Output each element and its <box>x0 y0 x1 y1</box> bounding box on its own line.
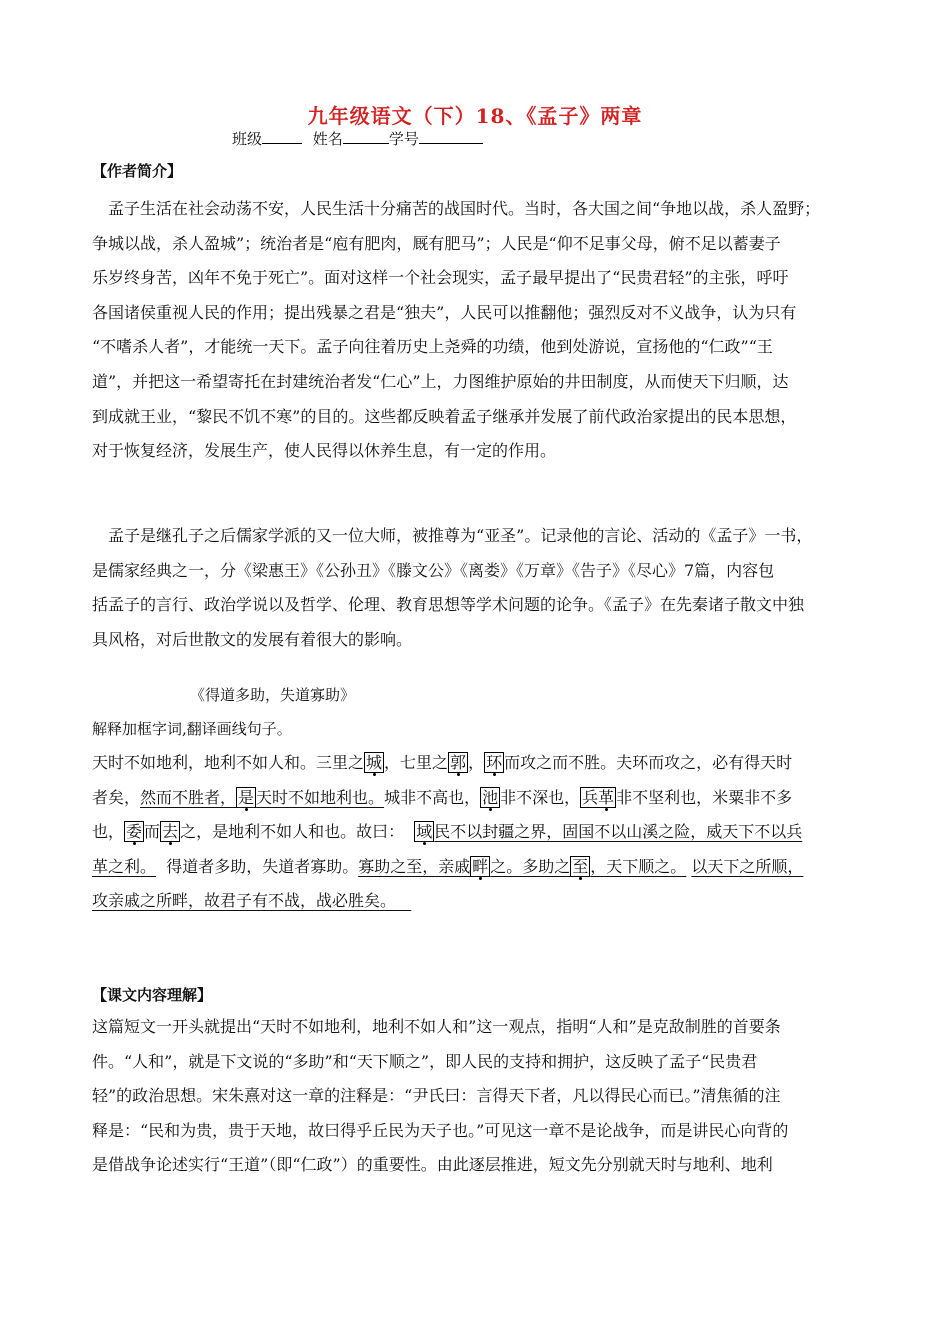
classical-text-line-4: 革之利。 得道者多助，失道者寡助。寡助之至，亲戚 畔 之。多助之 至 ，天下顺之。 以天下之所顺， <box>92 856 804 876</box>
student-info-line <box>232 128 483 149</box>
paragraph-line: 孟子生活在社会动荡不安，人民生活十分痛苦的战国时代。当时，各大国之间“争地以战，杀人盈野； <box>108 199 821 218</box>
paragraph-line: 是儒家经典之一，分《梁惠王》《公孙丑》《滕文公》《离娄》《万章》《告子》《尽心》7篇，内容包 <box>92 560 775 580</box>
author-paragraph-1 <box>92 192 862 469</box>
classical-text <box>92 746 862 919</box>
paragraph-line: 件。“人和”，就是下文说的“多助”和“天下顺之”，即人民的支持和拥护，这反映了孟子“民贵君 <box>92 1051 758 1071</box>
underlined-sentence: 革之利。 <box>92 856 157 876</box>
paragraph-line: 轻”的政治思想。宋朱熹对这一章的注释是：“尹氏曰：言得天下者，凡以得民心而已。”清焦循的注 <box>92 1086 781 1106</box>
page-title: 九年级语文（下）18、《孟子》两章 <box>307 104 643 128</box>
classical-text-line-2: 者矣，然而不胜者， 是 天时不如地利也。城非不高也， 池 非不深也， 兵革 非不坚利也，米粟非不多 <box>92 787 793 807</box>
paragraph-line: 孟子是继孔子之后儒家学派的又一位大师，被推尊为“亚圣”。记录他的言论、活动的《孟子》一书， <box>108 526 813 545</box>
class-label: 班级 <box>232 130 263 148</box>
paragraph-line: 道”，并把这一希望寄托在封建统治者发“仁心”上，力图维护原始的井田制度，从而使天下归顺，达 <box>92 371 789 391</box>
understanding-paragraph <box>92 1010 862 1183</box>
boxed-word: 环 <box>486 753 503 772</box>
boxed-word: 池 <box>482 787 499 807</box>
name-label: 姓名 <box>312 130 343 148</box>
paragraph-line: 争城以战，杀人盈城”；统治者是“庖有肥肉，厩有肥马”；人民是“仰不足事父母，俯不足以蓄妻子 <box>92 233 781 253</box>
paragraph-line: 到成就王业，“黎民不饥不寒”的目的。这些都反映着孟子继承并发展了前代政治家提出的民本思想， <box>92 406 797 426</box>
author-paragraph-2 <box>92 519 862 657</box>
classical-text-line-3: 也， 委 而 去 之，是地利不如人和也。故曰： 域 民不以封疆之界，固国不以山溪之险，威天下不以兵 <box>92 822 803 842</box>
boxed-word: 城 <box>366 753 383 772</box>
understanding-heading: 【课文内容理解】 <box>92 986 213 1004</box>
number-label: 学号 <box>388 130 419 148</box>
paragraph-line: “不嗜杀人者”，才能统一天下。孟子向往着历史上尧舜的功绩，他到处游说，宣扬他的“仁政”“王 <box>92 337 773 357</box>
paragraph-line: 各国诸侯重视人民的作用；提出残暴之君是“独夫”，人民可以推翻他；强烈反对不义战争，认为只有 <box>92 302 797 322</box>
boxed-word: 畔 <box>472 856 489 876</box>
exercise-instruction: 解释加框字词,翻译画线句子。 <box>92 720 292 738</box>
paragraph-line: 具风格，对后世散文的发展有着很大的影响。 <box>92 629 413 649</box>
underlined-sentence: 寡助之至，亲戚 畔 之。多助之 至 ，天下顺之。 <box>358 856 687 876</box>
boxed-word: 是 <box>238 787 255 807</box>
text-subtitle: 《得道多助，失道寡助》 <box>190 686 356 704</box>
paragraph-line: 括孟子的言行、政治学说以及哲学、伦理、教育思想等学术问题的论争。《孟子》在先秦诸子散文中独 <box>92 595 805 615</box>
classical-text-line-1: 天时不如地利，地利不如人和。三里之 城 ，七里之 郭 ， 环 而攻之而不胜。夫环而攻之，必有得天时 <box>92 753 793 772</box>
author-intro-heading: 【作者简介】 <box>92 162 183 180</box>
boxed-word: 委 <box>126 822 143 842</box>
boxed-word: 域 <box>416 822 433 842</box>
paragraph-line: 乐岁终身苦，凶年不免于死亡”。面对这样一个社会现实，孟子最早提出了“民贵君轻”的主张，呼吁 <box>92 268 789 288</box>
name-blank[interactable] <box>343 129 389 144</box>
number-blank[interactable] <box>419 129 483 144</box>
boxed-word: 郭 <box>450 753 467 772</box>
class-blank[interactable] <box>262 129 302 144</box>
paragraph-line: 这篇短文一开头就提出“天时不如地利，地利不如人和”这一观点，指明“人和”是克敌制胜的首要条 <box>92 1017 781 1036</box>
boxed-word: 去 <box>162 822 179 842</box>
underlined-sentence: 攻亲戚之所畔，故君子有不战，战必胜矣。 <box>92 891 412 911</box>
underlined-sentence: 域 民不以封疆之界，固国不以山溪之险，威天下不以兵 <box>416 822 803 842</box>
paragraph-line: 对于恢复经济，发展生产，使人民得以休养生息，有一定的作用。 <box>92 441 557 461</box>
underlined-sentence: 然而不胜者， 是 天时不如地利也。 <box>140 787 385 807</box>
underlined-sentence: 以天下之所顺， <box>691 856 804 876</box>
classical-text-line-5 <box>92 884 862 919</box>
paragraph-line: 是借战争论述实行“王道”（即“仁政”）的重要性。由此逐层推进，短文先分别就天时与地利、地利 <box>92 1155 773 1175</box>
boxed-word: 兵革 <box>582 787 615 807</box>
boxed-word: 至 <box>572 856 589 876</box>
paragraph-line: 释是：“民和为贵，贵于天地，故曰得乎丘民为天子也。”可见这一章不是论战争，而是讲民心向背的 <box>92 1120 789 1140</box>
